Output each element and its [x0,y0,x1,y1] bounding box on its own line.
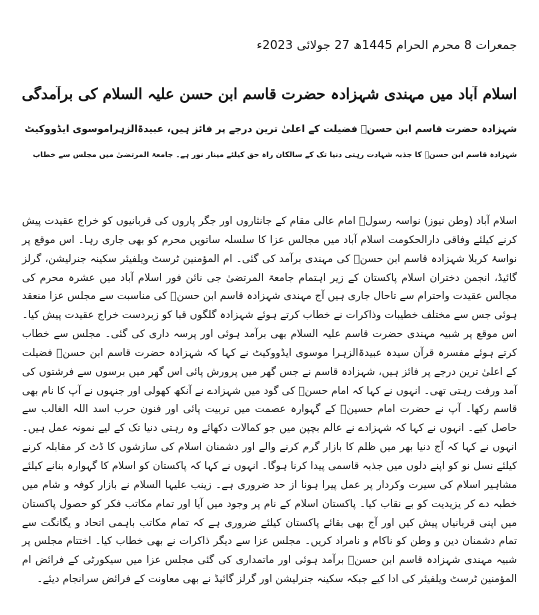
subheadline-2: شہزادہ قاسم ابن حسنؑ کا جذبہ شہادت رہتی دنیا تک کے سالکان راہ حق کیلئے مینار نور ہے۔ جامعۃ المرتضیٰ میں مجلس سے خطاب [32,150,517,159]
article-agency: (وطن نیوز) [424,215,473,227]
article-place: اسلام آباد [476,215,518,227]
issue-date: جمعرات 8 محرم الحرام 1445ھ 27 جولائی 2023ء [256,38,517,52]
article-paragraph [22,212,517,589]
subheadline-1: شہزادہ حضرت قاسم ابن حسنؑ فضیلت کے اعلیٰ ترین درجے پر فائز ہیں، عبیدۃالزہراموسوی ایڈووکیٹ [24,124,517,135]
headline: اسلام آباد میں مہندی شہزادہ حضرت قاسم ابن حسن علیہ السلام کی برآمدگی [22,86,517,103]
article-text: نواسہ رسولؐ امام عالی مقام کے جانثاروں اور جگر پاروں کی قربانیوں کو خراج عقیدت پیش کرنے کیلئے وفاقی دارالحکومت اسلام آباد میں مجالس عزا کا سلسلہ ساتویں محرم کو بھی جاری رہا۔ اس موقع پر نواسۂ کربلا شہزادہ قاسم ابن حسنؑ کی مہندی برآمد کی گئی۔ ام المؤمنین ٹرسٹ ویلفیئر سکینہ جنرلیشن، گرلز گائیڈ، انجمن دختران اسلام پاکستان کے زیر اہتمام جامعۃ المرتضیٰ جی نائن فور اسلام آباد میں عشرہ محرم کی مجالس عقیدت واحترام سے تاحال جاری ہیں آج مہندی شہزادہ قاسم ابن حسنؑ کی مناسبت سے مجلس عزا منعقد ہوئی جس سے مختلف خطیبات وذاکرات نے خطاب کرتے ہوئے شہزادہ گلگوں قبا کو زبردست خراج عقیدت پیش کیا۔ اس موقع پر شبیہ مہندی حضرت قاسم علیہ السلام بھی برآمد ہوئی اور پرسہ داری کی گئی۔ مجلس سے خطاب کرتے ہوئے مفسرہ قرآن سیدہ عبیدۃالزہرا موسوی ایڈووکیٹ نے کہا کہ شہزادہ حضرت قاسم ابن حسنؑ فضیلت کے اعلیٰ ترین درجے پر فائز ہیں، شہزادہ قاسم نے جس گھر میں پرورش پائی اس گھر میں برسوں سے فرشتوں کی آمد ورفت رہتی تھی۔ انہوں نے کہا کہ امام حسنؑ کی گود میں شہزادے نے آنکھ کھولی اور جنہوں نے آپ کا نام بھی قاسم رکھا۔ آپ نے حضرت امام حسینؑ کے گہوارہ عصمت میں تربیت پائی اور فنون حرب اسد اللہ الغالب سے حاصل کیے۔ انہوں نے کہا کہ شہزادے نے عالم بچپن میں جو کمالات دکھائے وہ رہتی دنیا تک کے لیے نمونہ عمل ہیں۔ انہوں نے کہا کہ آج دنیا بھر میں ظلم کا بازار گرم کرنے والے اور دشمنان اسلام کی سازشوں کا ڈٹ کر مقابلہ کرنے کیلئے نسل نو کو اپنے دلوں میں جذبہ قاسمی پیدا کرنا ہوگا۔ انہوں نے کہا کہ پاکستان کو اسلام کا گہوارہ بنانے کیلئے مشاہیر اسلام کی سیرت وکردار پر عمل پیرا ہونا از حد ضروری ہے۔ زینب علیہا السلام نے بازار کوفہ و شام میں خطبہ دے کر یزیدیت کو بے نقاب کیا۔ پاکستان اسلام کے نام پر وجود میں آیا اور تمام مکاتب فکر کو حصول پاکستان میں اپنی قربانیاں پیش کیں اور آج بھی بقائے پاکستان کیلئے ضروری ہے کہ تمام مکاتب باہمی اتحاد و یگانگت سے تمام دشمنان دین و وطن کو ناکام و نامراد کریں۔ مجلس عزا سے دیگر ذاکرات نے بھی خطاب کیا۔ اختتام مجلس پر شبیہ مہندی شہزادہ قاسم ابن حسنؑ برآمد ہوئی اور ماتمداری کی گئی مجلس عزا میں سیکورٹی کے فرائض ام المؤمنین ٹرسٹ ویلفیئر کی ادا کیے جبکہ سکینہ جنرلیشن اور گرلز گائیڈ نے بھی معاونت کے فرائض سرانجام دیئے۔ [22,215,517,586]
article-body [22,212,517,589]
